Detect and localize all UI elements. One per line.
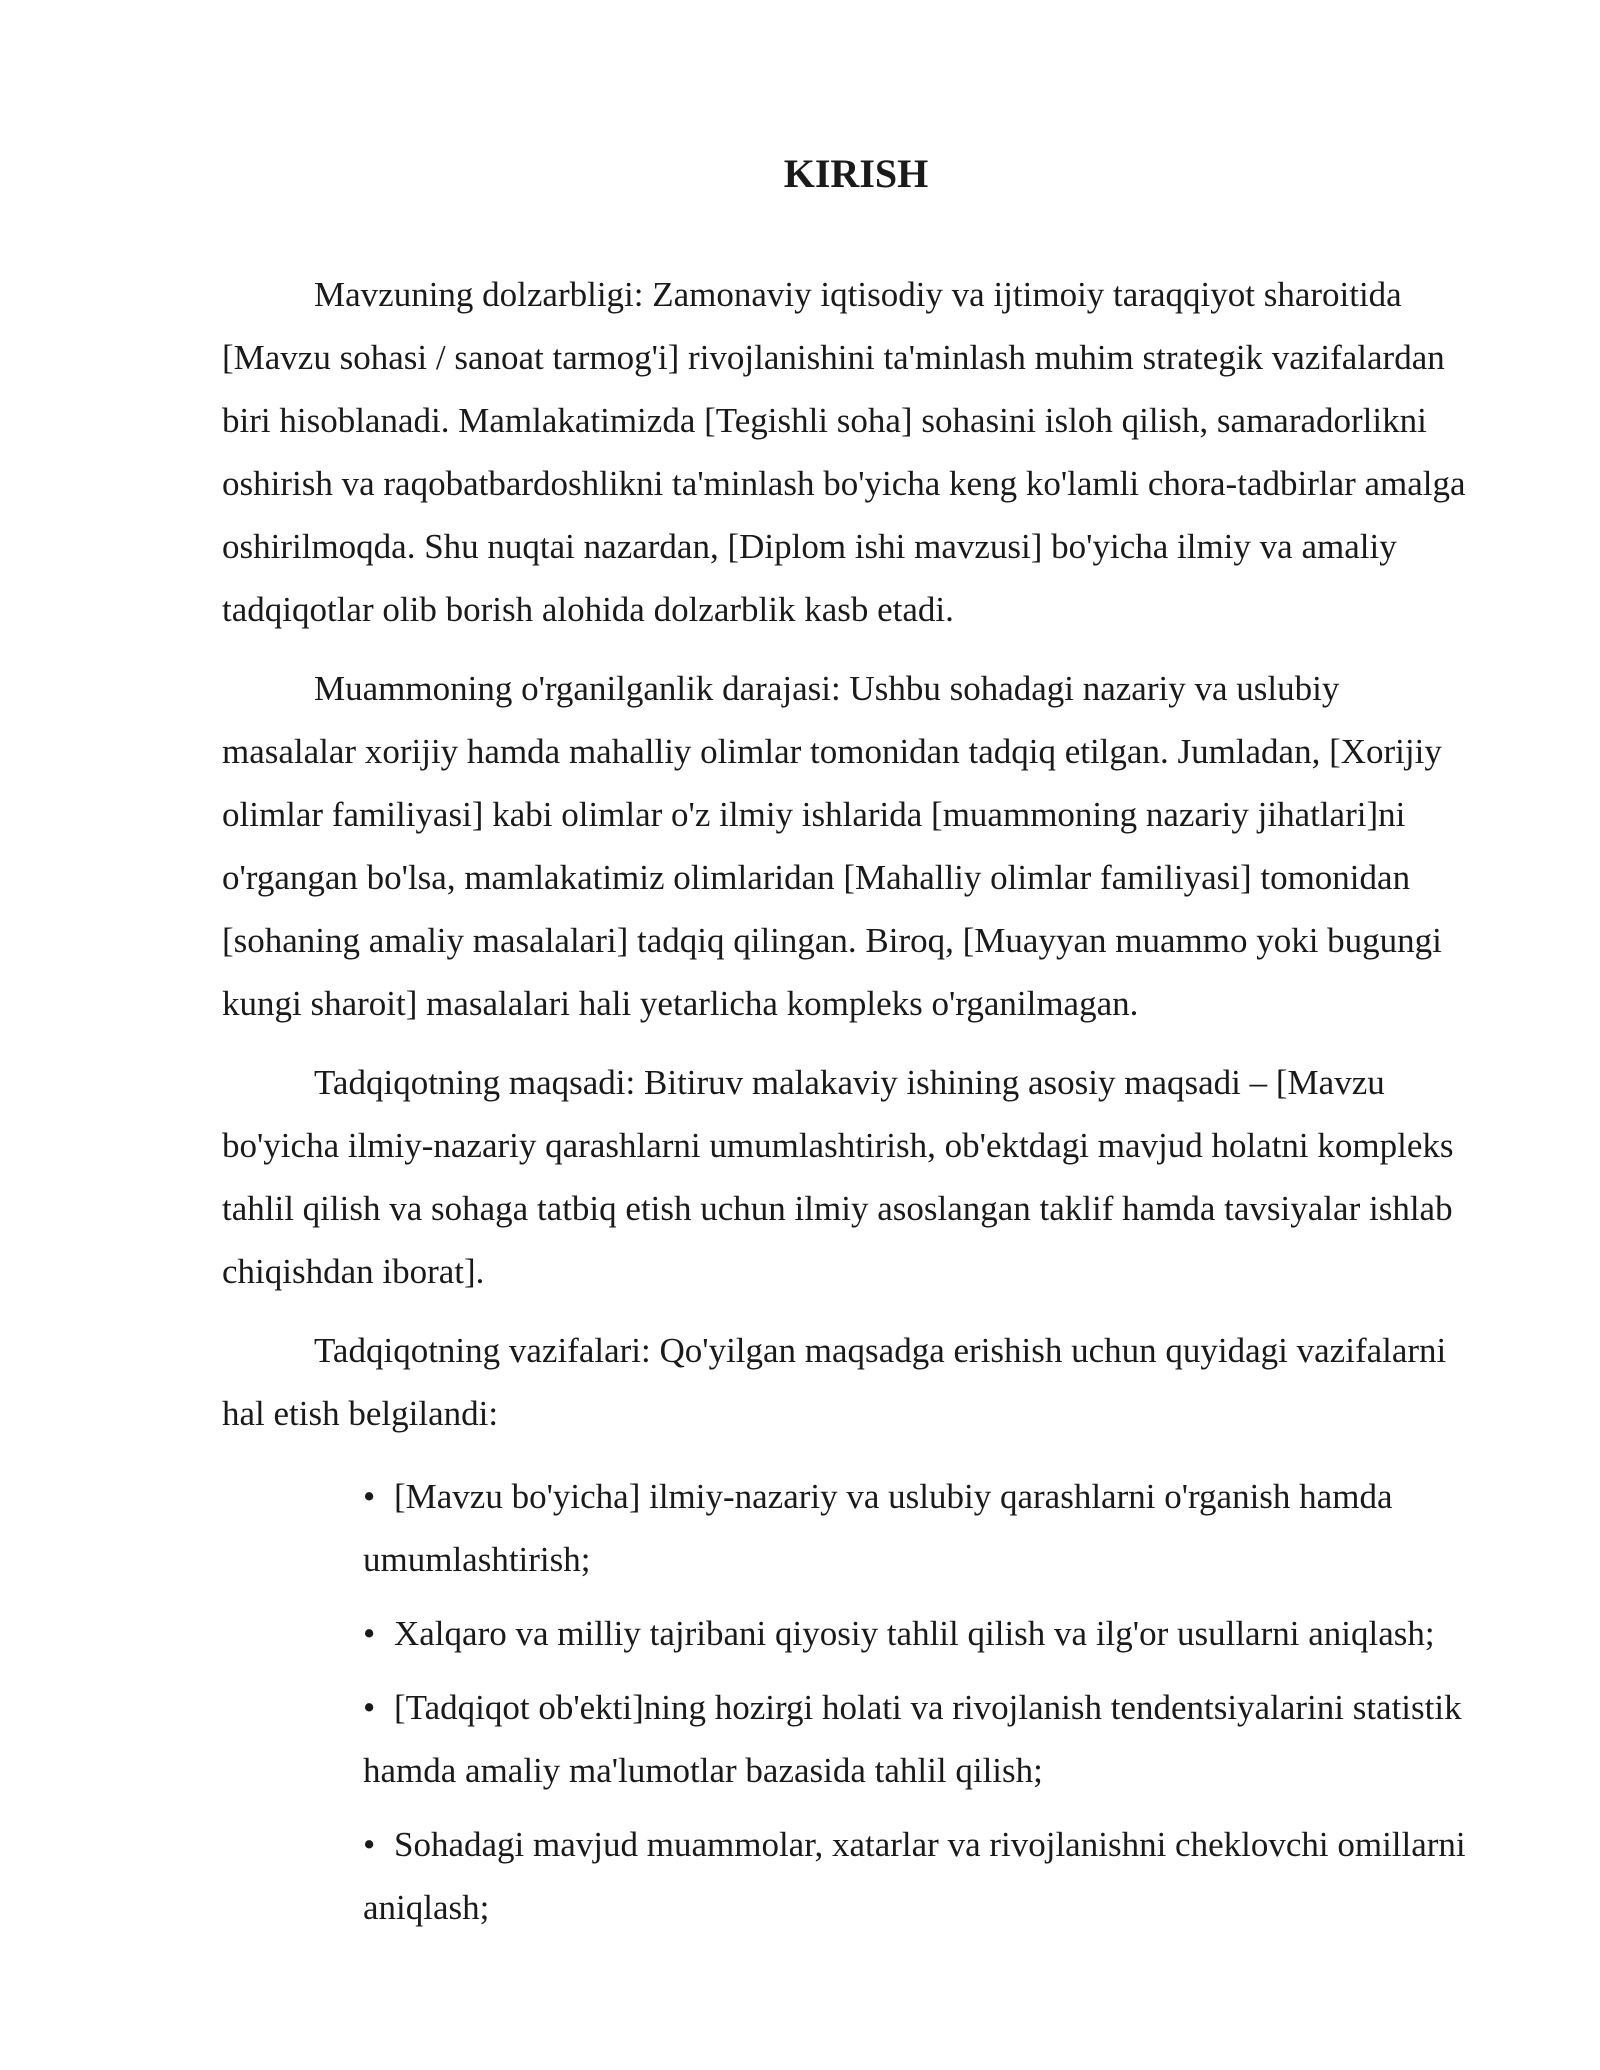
list-item: [363, 1602, 1472, 1665]
paragraph-relevance: Mavzuning dolzarbligi: Zamonaviy iqtisodiy va ijtimoiy taraqqiyot sharoitida [Mavzu sohasi / sanoat tarmog'i] rivojlanishini ta'minlash muhim strategik vazifalardan biri hisoblanadi. Mamlakatimizda [Tegishli soha] sohasini isloh qilish, samaradorlikni oshirish va raqobatbardoshlikni ta'minlash bo'yicha keng ko'lamli chora-tadbirlar amalga oshirilmoqda. Shu nuqtai nazardan, [Diplom ishi mavzusi] bo'yicha ilmiy va amaliy tadqiqotlar olib borish alohida dolzarblik kasb etadi.: [222, 275, 1466, 629]
list-item-text: Xalqaro va milliy tajribani qiyosiy tahlil qilish va ilg'or usullarni aniqlash;: [394, 1614, 1435, 1653]
list-item-text: [Mavzu bo'yicha] ilmiy-nazariy va uslubiy qarashlarni o'rganish hamda umumlashtirish;: [363, 1477, 1393, 1579]
list-item-text: [Tadqiqot ob'ekti]ning hozirgi holati va rivojlanish tendentsiyalarini statistik hamda amaliy ma'lumotlar bazasida tahlil qilish;: [363, 1688, 1462, 1790]
page-title: KIRISH: [783, 151, 929, 196]
list-item: [363, 1813, 1472, 1939]
list-item: [363, 1465, 1472, 1591]
tasks-list: [222, 1465, 1472, 1939]
paragraph-tasks-intro: Tadqiqotning vazifalari: Qo'yilgan maqsadga erishish uchun quyidagi vazifalarni hal etish belgilandi:: [222, 1331, 1447, 1433]
list-item-text: Sohadagi mavjud muammolar, xatarlar va rivojlanishni cheklovchi omillarni aniqlash;: [363, 1825, 1466, 1927]
list-item: [363, 1676, 1472, 1802]
bullet-icon: •: [363, 1614, 376, 1653]
bullet-icon: •: [363, 1825, 376, 1864]
bullet-icon: •: [363, 1477, 376, 1516]
paragraph-goal: Tadqiqotning maqsadi: Bitiruv malakaviy ishining asosiy maqsadi – [Mavzu bo'yicha ilmiy-nazariy qarashlarni umumlashtirish, ob'ektdagi mavjud holatni kompleks tahlil qilish va sohaga tatbiq etish uchun ilmiy asoslangan taklif hamda tavsiyalar ishlab chiqishdan iborat].: [222, 1063, 1454, 1291]
paragraph-study-degree: Muammoning o'rganilganlik darajasi: Ushbu sohadagi nazariy va uslubiy masalalar xorijiy hamda mahalliy olimlar tomonidan tadqiq etilgan. Jumladan, [Xorijiy olimlar familiyasi] kabi olimlar o'z ilmiy ishlarida [muammoning nazariy jihatlari]ni o'rgangan bo'lsa, mamlakatimiz olimlaridan [Mahalliy olimlar familiyasi] tomonidan [sohaning amaliy masalalari] tadqiq qilingan. Biroq, [Muayyan muammo yoki bugungi kungi sharoit] masalalari hali yetarlicha kompleks o'rganilmagan.: [222, 669, 1442, 1023]
bullet-icon: •: [363, 1688, 376, 1727]
document-body: [222, 263, 1472, 1950]
